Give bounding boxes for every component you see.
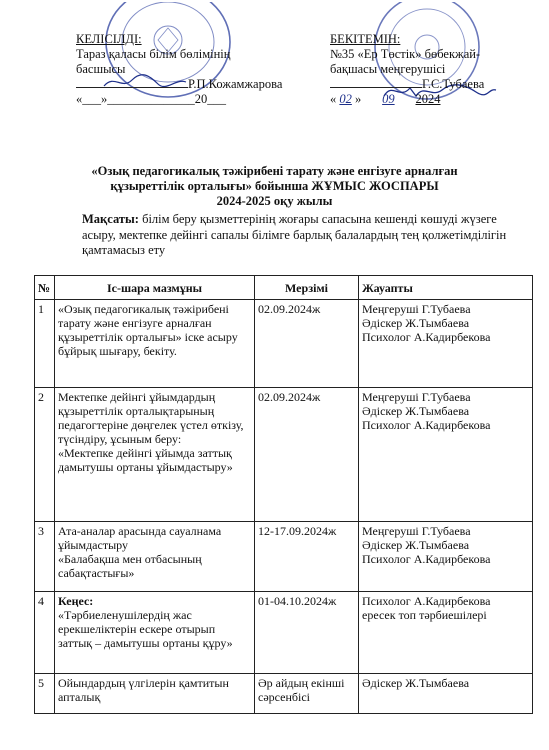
- row-responsible: Психолог А.Кадирбекова ересек топ тәрбиешілері: [359, 592, 533, 674]
- approval-left-signer: Р.П.Кожамжарова: [188, 77, 283, 91]
- row-date: Әр айдың екінші сәрсенбісі: [255, 674, 359, 714]
- approval-right-signer-line: [330, 77, 484, 92]
- row-date: 01-04.10.2024ж: [255, 592, 359, 674]
- row-date: 02.09.2024ж: [255, 388, 359, 522]
- row-content: Ата-аналар арасында сауалнама ұйымдастыру «Балабақша мен отбасының сабақтастығы»: [55, 522, 255, 592]
- row-responsible: Меңгеруші Г.Тубаева Әдіскер Ж.Тымбаева Психолог А.Кадирбекова: [359, 300, 533, 388]
- row-content: «Озық педагогикалық тәжірибені тарату және енгізуге арналған құзыреттілік орталығы» іске асыру бұйрық шығару, бекіту.: [55, 300, 255, 388]
- row-content: [55, 592, 255, 674]
- row-responsible: Әдіскер Ж.Тымбаева: [359, 674, 533, 714]
- row-date: 12-17.09.2024ж: [255, 522, 359, 592]
- approval-left-signer-line: [76, 77, 282, 92]
- approval-left-label: КЕЛІСІЛДІ:: [76, 32, 142, 46]
- approval-right-date-month: 09: [382, 92, 395, 106]
- approval-left-position: басшысы: [76, 62, 126, 76]
- row-number: 3: [35, 522, 55, 592]
- row-content-bold: Кеңес:: [58, 594, 94, 608]
- approval-right-block: [330, 32, 484, 107]
- table-row: [35, 522, 533, 592]
- purpose-text: білім беру қызметтерінің жоғары сапасына кешенді көшуді жүзеге асыру, мектепке дейінгі сапалы білімге барлық балалардың тең қолжетімділігін қамтамасыз ету: [82, 212, 507, 257]
- header-responsible: Жауапты: [359, 276, 533, 300]
- approval-left-date: «___»______________20___: [76, 92, 226, 106]
- row-number: 4: [35, 592, 55, 674]
- row-content-text: «Тәрбиеленушілердің жас ерекшеліктерін ескере отырып заттық – дамытушы ортаны құру»: [58, 608, 233, 650]
- header-content: Іс-шара мазмұны: [55, 276, 255, 300]
- approval-right-label: БЕКІТЕМІН:: [330, 32, 401, 46]
- document-title-year: 2024-2025 оқу жылы: [216, 194, 333, 208]
- purpose-label: Мақсаты:: [82, 212, 139, 226]
- document-title-line2: құзыреттілік орталығы» бойынша ЖҰМЫС ЖОСПАРЫ: [110, 179, 439, 193]
- table-row: [35, 388, 533, 522]
- row-number: 5: [35, 674, 55, 714]
- table-row: [35, 300, 533, 388]
- row-number: 2: [35, 388, 55, 522]
- table-row: [35, 674, 533, 714]
- row-responsible: Меңгеруші Г.Тубаева Әдіскер Ж.Тымбаева Психолог А.Кадирбекова: [359, 388, 533, 522]
- approval-right-position: бақшасы меңгерушісі: [330, 62, 446, 76]
- purpose-paragraph: [82, 212, 522, 259]
- header-number: №: [35, 276, 55, 300]
- row-date: 02.09.2024ж: [255, 300, 359, 388]
- approval-right-org: №35 «Ер Төстік» бөбекжай-: [330, 47, 481, 61]
- table-row: [35, 592, 533, 674]
- approval-left-block: [76, 32, 282, 107]
- approval-right-date-year: 2024: [415, 92, 441, 106]
- document-title: [0, 164, 549, 209]
- approval-right-date-day: 02: [339, 92, 352, 106]
- work-plan-table: [34, 275, 533, 714]
- approval-left-org: Тараз қаласы білім бөлімінің: [76, 47, 231, 61]
- approval-right-signer: Г.С.Тубаева: [422, 77, 485, 91]
- row-content: Мектепке дейінгі ұйымдардың құзыреттілік орталықтарының педагогтеріне дөңгелек үстел өткізу, түсіндіру, ұсыным беру: «Мектепке дейінгі ұйымда заттық дамытушы ортаны ұйымдастыру»: [55, 388, 255, 522]
- document-title-line1: «Озық педагогикалық тәжірибені тарату және енгізуге арналған: [91, 164, 458, 178]
- approval-right-date: « 02 » 09 2024: [330, 92, 441, 106]
- table-header-row: [35, 276, 533, 300]
- header-date: Мерзімі: [255, 276, 359, 300]
- row-number: 1: [35, 300, 55, 388]
- row-responsible: Меңгеруші Г.Тубаева Әдіскер Ж.Тымбаева Психолог А.Кадирбекова: [359, 522, 533, 592]
- row-content: Ойындардың үлгілерін қамтитын апталық: [55, 674, 255, 714]
